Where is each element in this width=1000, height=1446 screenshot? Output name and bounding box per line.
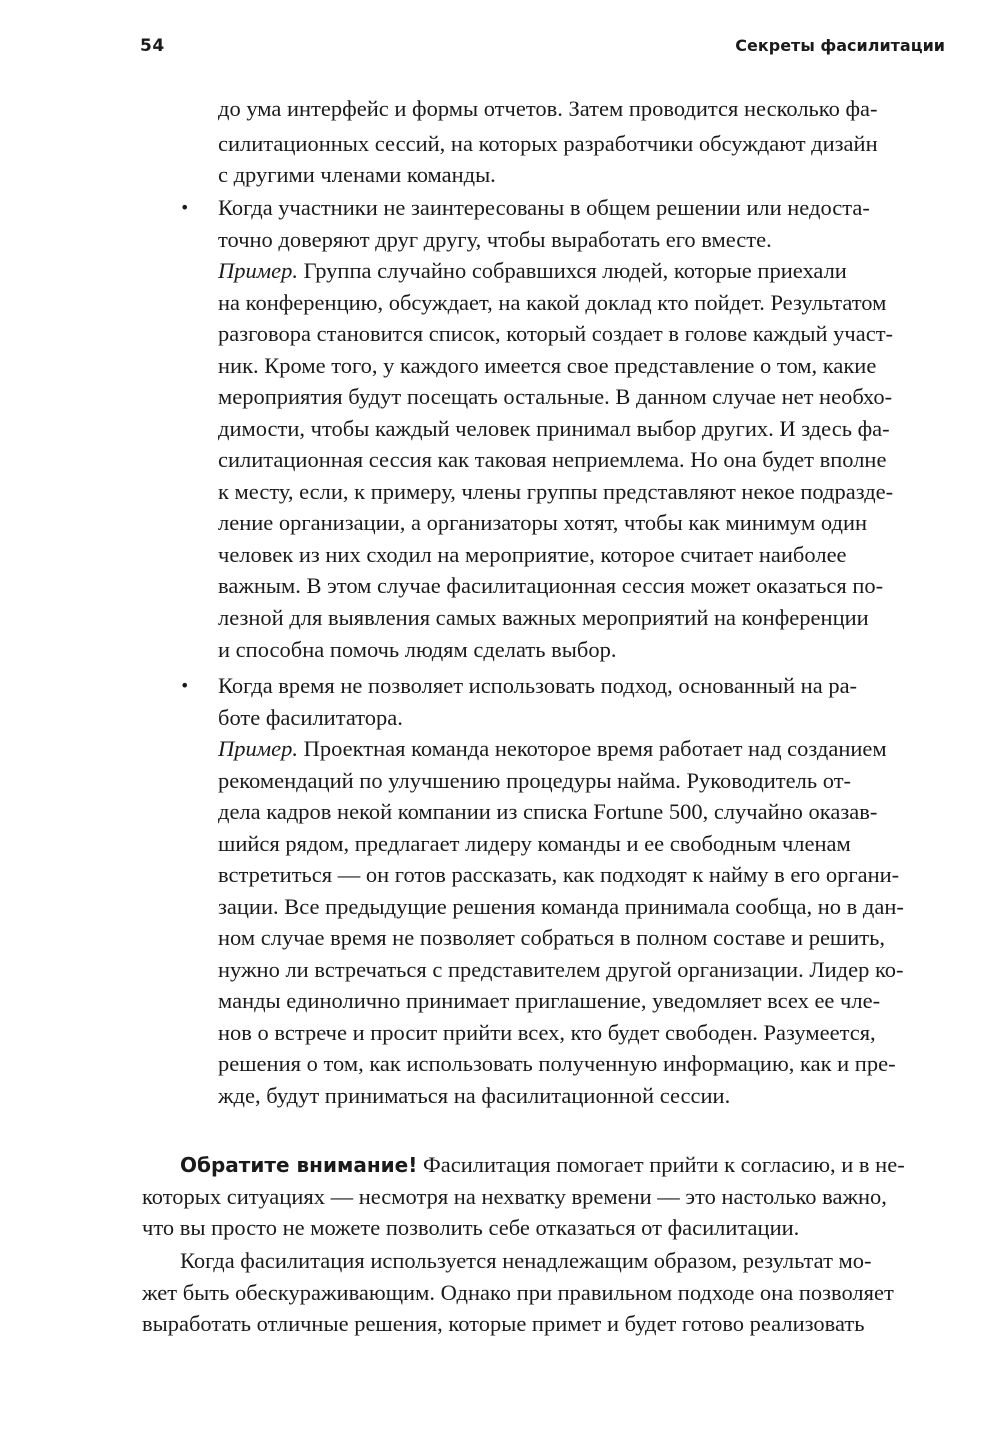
text-line: димости, чтобы каждый человек принимал выбор других. И здесь фа- (218, 416, 890, 441)
text-line: жде, будут приниматься на фасилитационной сессии. (218, 1083, 731, 1108)
text-run: Группа случайно собравшихся людей, которые приехали (297, 258, 847, 283)
text-line: ном случае время не позволяет собраться в полном составе и решить, (218, 925, 886, 950)
text-line: человек из них сходил на мероприятие, которое считает наиболее (218, 542, 847, 567)
text-line: с другими членами команды. (218, 162, 496, 187)
text-line: важным. В этом случае фасилитационная сессия может оказаться по- (218, 573, 884, 598)
text-line: мероприятия будут посещать остальные. В данном случае нет необхо- (218, 384, 893, 409)
text-line: решения о том, как использовать полученную информацию, как и пре- (218, 1051, 896, 1076)
text-line: нужно ли встречаться с представителем другой организации. Лидер ко- (218, 957, 904, 982)
page-header (140, 34, 945, 62)
text-line: Когда фасилитация используется ненадлежащим образом, результат мо- (180, 1248, 872, 1273)
text-line: что вы просто не можете позволить себе отказаться от фасилитации. (142, 1215, 800, 1240)
example-label: Пример. (218, 736, 298, 761)
text-line: лезной для выявления самых важных мероприятий на конференции (218, 605, 869, 630)
text-line: шийся рядом, предлагает лидеру команды и ее свободным членам (218, 831, 851, 856)
text-line: разговора становится список, который создает в голове каждый участ- (218, 321, 894, 346)
text-line: зации. Все предыдущие решения команда принимала сообща, но в дан- (218, 894, 904, 919)
text-line: ление организации, а организаторы хотят, чтобы как минимум один (218, 510, 868, 535)
text-line: встретиться — он готов рассказать, как подходят к найму в его органи- (218, 862, 900, 887)
text-line: ник. Кроме того, у каждого имеется свое представление о том, какие (218, 353, 877, 378)
text-run: Фасилитация помогает прийти к согласию, и в не- (417, 1152, 905, 1177)
example-label: Пример. (218, 258, 298, 283)
text-line: точно доверяют друг другу, чтобы выработать его вместе. (218, 227, 772, 252)
text-line: силитационных сессий, на которых разработчики обсуждают дизайн (218, 131, 878, 156)
text-line: и способна помочь людям сделать выбор. (218, 637, 617, 662)
text-line: силитационная сессия как таковая неприемлема. Но она будет вполне (218, 447, 887, 472)
page-number: 54 (140, 36, 165, 56)
text-line (218, 256, 847, 286)
text-line: к месту, если, к примеру, члены группы представляют некое подразде- (218, 479, 894, 504)
text-run: Проектная команда некоторое время работает над созданием (297, 736, 887, 761)
text-line: выработать отличные решения, которые примет и будет готово реализовать (142, 1311, 865, 1336)
running-title: Секреты фасилитации (735, 36, 945, 55)
text-line: дела кадров некой компании из списка Fortune 500, случайно оказав- (218, 799, 878, 824)
text-line: Когда время не позволяет использовать подход, основанный на ра- (218, 673, 858, 698)
text-line: на конференцию, обсуждает, на какой доклад кто пойдет. Результатом (218, 290, 887, 315)
text-line: которых ситуациях — несмотря на нехватку времени — это настолько важно, (142, 1184, 887, 1209)
text-line (180, 1150, 905, 1180)
text-line: жет быть обескураживающим. Однако при правильном подходе она позволяет (142, 1280, 894, 1305)
text-line: нов о встрече и просит прийти всех, кто будет свободен. Разумеется, (218, 1020, 876, 1045)
bullet-marker: • (180, 676, 190, 695)
text-line (218, 734, 887, 764)
text-line: Когда участники не заинтересованы в общем решении или недоста- (218, 195, 870, 220)
text-line: манды единолично принимает приглашение, уведомляет всех ее чле- (218, 988, 881, 1013)
text-line: рекомендаций по улучшению процедуры найма. Руководитель от- (218, 768, 852, 793)
text-line: до ума интерфейс и формы отчетов. Затем проводится несколько фа- (218, 96, 878, 121)
bullet-marker: • (180, 198, 190, 217)
text-line: боте фасилитатора. (218, 705, 403, 730)
note-label: Обратите внимание! (180, 1153, 418, 1177)
